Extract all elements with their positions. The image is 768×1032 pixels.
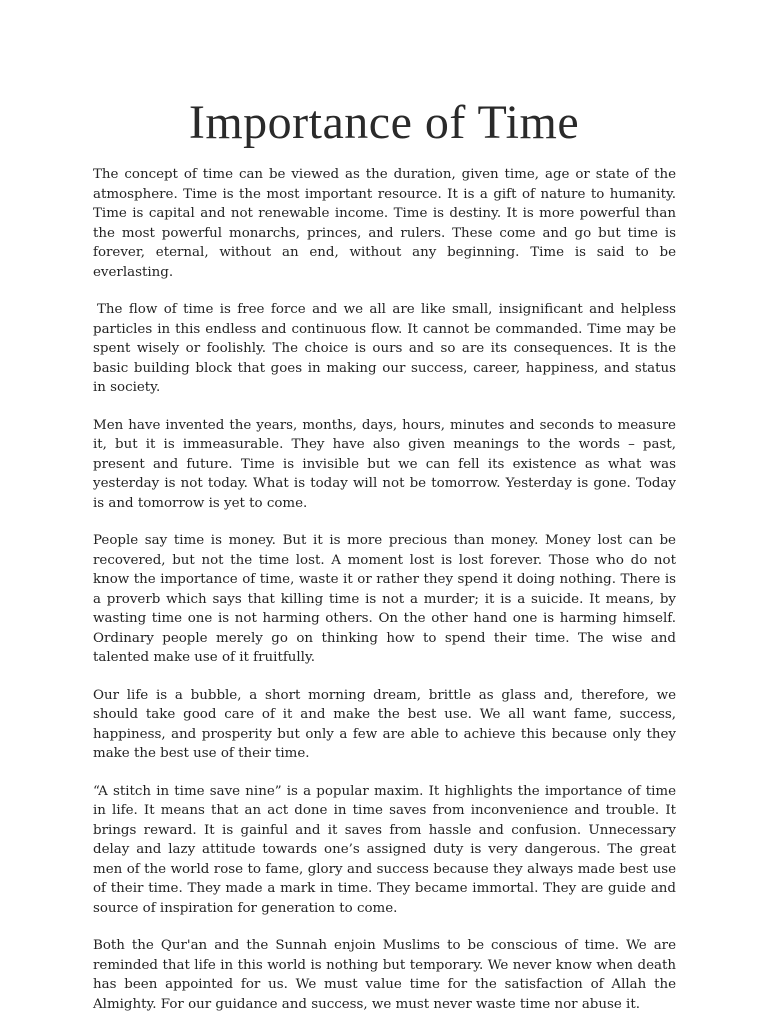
document-body bbox=[93, 165, 676, 1032]
paragraph-2: The flow of time is free force and we all are like small, insignificant and helpless particles in this endless and continuous flow. It cannot be commanded. Time may be spent wisely or foolishly. The choice is ours and so are its consequences. It is the basic building block that goes in making our success, career, happiness, and status in society. bbox=[93, 302, 676, 395]
paragraph-6: “A stitch in time save nine” is a popular maxim. It highlights the importance of time in life. It means that an act done in time saves from inconvenience and trouble. It brings reward. It is gainful and it saves from hassle and confusion. Unnecessary delay and lazy attitude towards one’s assigned duty is very dangerous. The great men of the world rose to fame, glory and success because they always made best use of their time. They made a mark in time. They became immortal. They are guide and source of inspiration for generation to come. bbox=[93, 783, 676, 916]
paragraph-7: Both the Qur'an and the Sunnah enjoin Muslims to be conscious of time. We are reminded that life in this world is nothing but temporary. We never know when death has been appointed for us. We must value time for the satisfaction of Allah the Almighty. For our guidance and success, we must never waste time nor abuse it. bbox=[93, 938, 676, 1012]
document-title: Importance of Time bbox=[188, 96, 580, 149]
paragraph-3: Men have invented the years, months, days, hours, minutes and seconds to measure it, but it is immeasurable. They have also given meanings to the words – past, present and future. Time is invisible but we can fell its existence as what was yesterday is not today. What is today will not be tomorrow. Yesterday is gone. Today is and tomorrow is yet to come. bbox=[93, 417, 676, 511]
paragraph-5: Our life is a bubble, a short morning dream, brittle as glass and, therefore, we should take good care of it and make the best use. We all want fame, success, happiness, and prosperity but only a few are able to achieve this because only they make the best use of their time. bbox=[93, 687, 676, 761]
paragraph-1: The concept of time can be viewed as the duration, given time, age or state of the atmosphere. Time is the most important resource. It is a gift of nature to humanity. Time is capital and not renewable income. Time is destiny. It is more powerful than the most powerful monarchs, princes, and rulers. These come and go but time is forever, eternal, without an end, without any beginning. Time is said to be everlasting. bbox=[93, 167, 676, 280]
paragraph-4: People say time is money. But it is more precious than money. Money lost can be recovered, but not the time lost. A moment lost is lost forever. Those who do not know the importance of time, waste it or rather they spend it doing nothing. There is a proverb which says that killing time is not a murder; it is a suicide. It means, by wasting time one is not harming others. On the other hand one is harming himself. Ordinary people merely go on thinking how to spend their time. The wise and talented make use of it fruitfully. bbox=[93, 533, 676, 665]
